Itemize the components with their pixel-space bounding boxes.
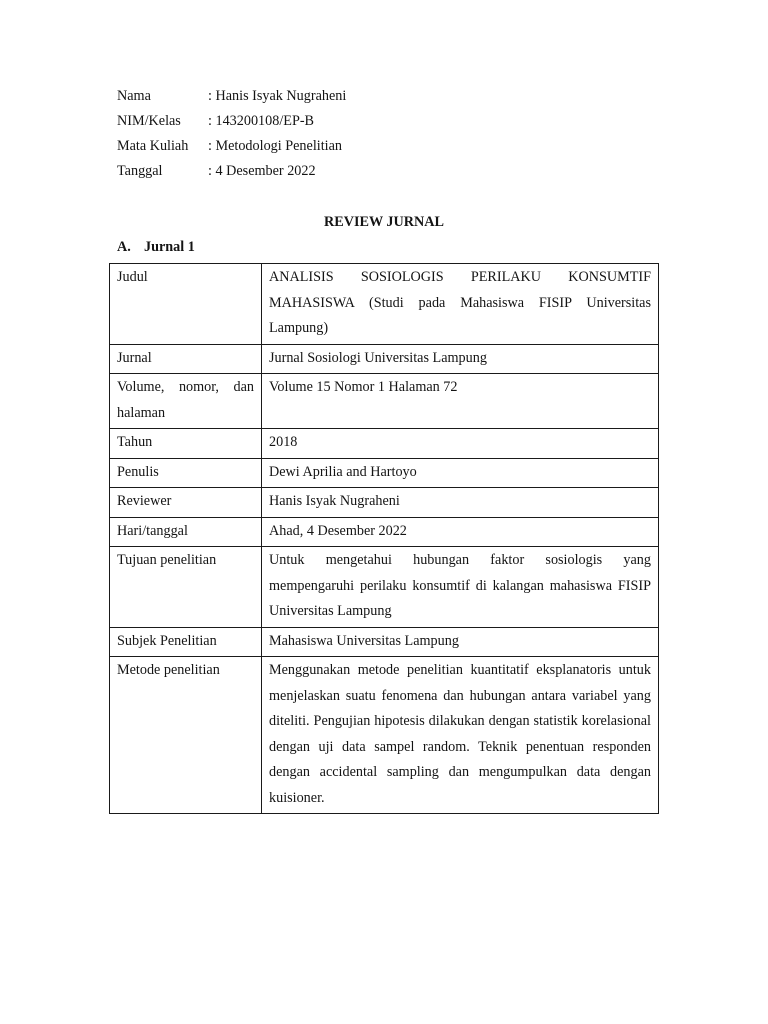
review-table [109, 263, 659, 814]
document-title: REVIEW JURNAL [324, 214, 444, 230]
table-row [110, 547, 659, 628]
info-value: : Metodologi Penelitian [208, 138, 342, 154]
student-info-block [117, 86, 346, 186]
table-row [110, 458, 659, 488]
info-label: NIM/Kelas [117, 113, 181, 129]
info-label: Nama [117, 88, 151, 104]
info-row-nama [117, 86, 346, 111]
row-value: 2018 [262, 429, 659, 459]
table-row [110, 488, 659, 518]
row-value: Ahad, 4 Desember 2022 [262, 517, 659, 547]
row-label: Volume, nomor, dan halaman [110, 374, 262, 429]
row-value: ANALISIS SOSIOLOGIS PERILAKU KONSUMTIF MAHASISWA (Studi pada Mahasiswa FISIP Universitas Lampung) [262, 264, 659, 345]
info-row-nim-kelas [117, 111, 346, 136]
info-label: Tanggal [117, 163, 163, 179]
section-title: Jurnal 1 [144, 239, 195, 255]
row-label: Reviewer [110, 488, 262, 518]
table-row [110, 264, 659, 345]
section-heading [117, 237, 195, 257]
row-label: Hari/tanggal [110, 517, 262, 547]
row-value: Untuk mengetahui hubungan faktor sosiologis yang mempengaruhi perilaku konsumtif di kalangan mahasiswa FISIP Universitas Lampung [262, 547, 659, 628]
table-row [110, 374, 659, 429]
info-value: : Hanis Isyak Nugraheni [208, 88, 347, 104]
row-label: Tujuan penelitian [110, 547, 262, 628]
info-label: Mata Kuliah [117, 138, 189, 154]
row-label: Metode penelitian [110, 657, 262, 814]
table-row [110, 627, 659, 657]
table-row [110, 429, 659, 459]
row-label: Judul [110, 264, 262, 345]
row-label: Jurnal [110, 344, 262, 374]
info-row-mata-kuliah [117, 136, 346, 161]
row-value: Volume 15 Nomor 1 Halaman 72 [262, 374, 659, 429]
row-value: Jurnal Sosiologi Universitas Lampung [262, 344, 659, 374]
row-value: Mahasiswa Universitas Lampung [262, 627, 659, 657]
table-row [110, 344, 659, 374]
row-label: Tahun [110, 429, 262, 459]
row-value: Dewi Aprilia and Hartoyo [262, 458, 659, 488]
row-value: Menggunakan metode penelitian kuantitatif eksplanatoris untuk menjelaskan suatu fenomena dan hubungan antara variabel yang diteliti. Pengujian hipotesis dilakukan dengan statistik korelasional dengan uji data sampel random. Teknik penentuan responden dengan accidental sampling dan mengumpulkan data dengan kuisioner. [262, 657, 659, 814]
row-value: Hanis Isyak Nugraheni [262, 488, 659, 518]
row-label: Subjek Penelitian [110, 627, 262, 657]
info-row-tanggal [117, 161, 346, 186]
info-value: : 4 Desember 2022 [208, 163, 316, 179]
info-value: : 143200108/EP-B [208, 113, 315, 129]
table-row [110, 517, 659, 547]
row-label: Penulis [110, 458, 262, 488]
section-letter: A. [117, 239, 131, 255]
table-row [110, 657, 659, 814]
